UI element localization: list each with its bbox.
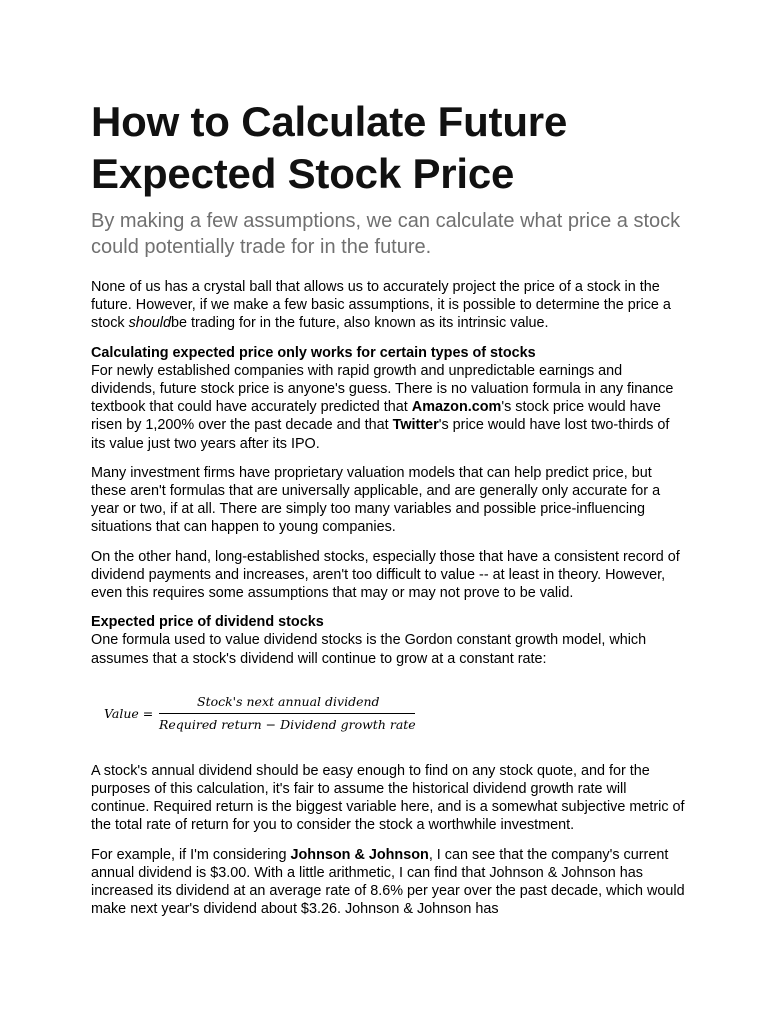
- twitter-bold: Twitter: [392, 417, 439, 434]
- text-run: , I can see that the company's current annual dividend is $3.00. With a little arithmetic, I can find that Johnson & Johnson has increased its dividend at an average rate of 8.6% per year over the past decade, which would make next year's dividend about $3.26. Johnson & Johnson has: [91, 846, 685, 918]
- formula-fraction-bar: [159, 713, 415, 714]
- article-title: How to Calculate Future Expected Stock Price: [91, 98, 568, 197]
- amazon-bold: Amazon.com: [411, 399, 502, 416]
- paragraph-gordon-model: One formula used to value dividend stocks is the Gordon constant growth model, which assumes that a stock's dividend will continue to grow at a constant rate:: [91, 632, 647, 667]
- paragraph-established-stocks: On the other hand, long-established stocks, especially those that have a consistent record of dividend payments and increases, aren't too difficult to value -- at least in theory. However, even this requires some assumptions that may or may not prove to be valid.: [91, 548, 680, 602]
- intro-text-after: be trading for in the future, also known as its intrinsic value.: [171, 315, 549, 332]
- text-run: 's price would have lost two-thirds of its value just two years after its IPO.: [91, 417, 670, 452]
- section-heading-certain-stocks: Calculating expected price only works for certain types of stocks: [91, 344, 536, 361]
- paragraph-young-companies: [91, 362, 687, 453]
- jnj-bold: Johnson & Johnson: [290, 846, 429, 863]
- text-run: For example, if I'm considering: [91, 846, 291, 863]
- text-run: For newly established companies with rapid growth and unpredictable earnings and dividends, future stock price is anyone's guess. There is no valuation formula in any finance textbook that could have accurately predicted that: [91, 362, 674, 416]
- text-run: 's stock price would have risen by 1,200% over the past decade and that: [91, 399, 661, 434]
- intro-emphasis: should: [128, 315, 171, 332]
- formula-lhs: Value =: [104, 705, 154, 721]
- paragraph-valuation-models: Many investment firms have proprietary valuation models that can help predict price, but these aren't formulas that are universally applicable, and are generally only accurate for a year or two, if at all. There are simply too many variables and possible price-influencing situations that can happen to young companies.: [91, 464, 661, 536]
- section-heading-dividend-stocks: Expected price of dividend stocks: [91, 614, 324, 631]
- paragraph-dividend-inputs: A stock's annual dividend should be easy enough to find on any stock quote, and for the purposes of this calculation, it's fair to assume the historical dividend growth rate will continue. Required return is the biggest variable here, and is a somewhat subjective metric of the total rate of return for you to consider the stock a worthwhile investment.: [91, 762, 685, 834]
- intro-paragraph: [91, 278, 687, 333]
- gordon-growth-formula: [91, 690, 687, 738]
- intro-text-before: None of us has a crystal ball that allows us to accurately project the price of a stock in the future. However, if we make a few basic assumptions, it is possible to determine the price a stock: [91, 279, 671, 332]
- article-body: [91, 96, 687, 918]
- formula-numerator: Stock's next annual dividend: [197, 693, 380, 709]
- article-subtitle: By making a few assumptions, we can calculate what price a stock could potentially trade for in the future.: [91, 210, 681, 258]
- formula-denominator: Required return − Dividend growth rate: [159, 716, 416, 732]
- paragraph-jnj-example: [91, 846, 687, 919]
